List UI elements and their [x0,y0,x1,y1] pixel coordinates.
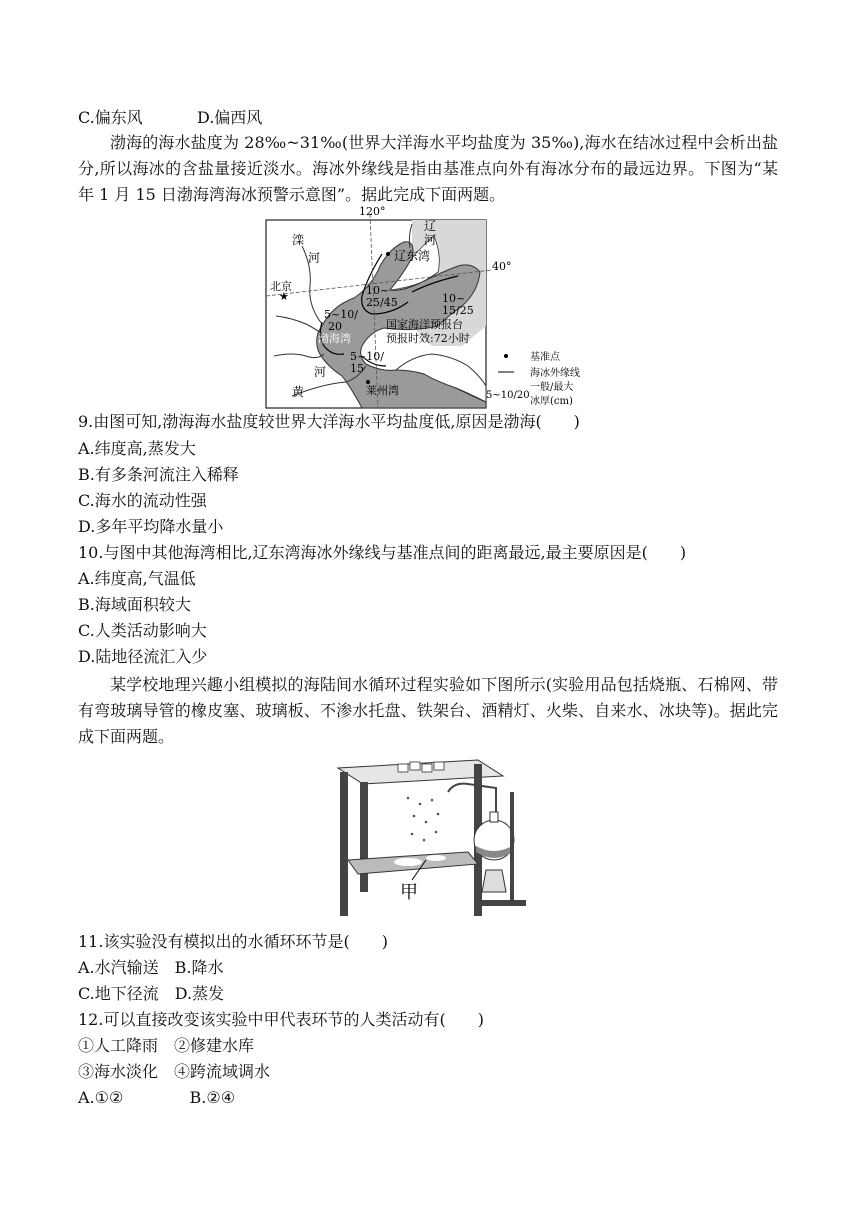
q10-option-d: D.陆地径流汇入少 [78,647,208,666]
q11-stem: 11.该实验没有模拟出的水循环环节是( ) [78,932,388,951]
intro-paragraph-experiment: 某学校地理兴趣小组模拟的海陆间水循环过程实验如下图所示(实验用品包括烧瓶、石棉网、带有弯玻璃导管的橡皮塞、玻璃板、不渗水托盘、铁架台、酒精灯、火柴、自来水、冰块等)。据此完成下面两题。 [78,675,778,746]
q10-stem: 10.与图中其他海湾相比,辽东湾海冰外缘线与基准点间的距离最远,最主要原因是( ) [78,543,687,562]
label-huang: 黄 [292,385,305,399]
ice-label-b1: 10~ [442,292,466,305]
lat-label: 40° [492,260,512,273]
experiment-diagram [328,752,528,918]
q9-stem: 9.由图可知,渤海海水盐度较世界大洋海水平均盐度低,原因是渤海( ) [78,412,580,431]
ice-label-a2: 25/45 [366,296,398,309]
q9-option-d: D.多年平均降水量小 [78,517,224,536]
svg-text:★: ★ [279,290,289,303]
q11-options-row2: C.地下径流 D.蒸发 [78,984,225,1003]
ice-label-d1: 5~10/ [350,350,384,363]
q10-option-a: A.纬度高,气温低 [78,569,196,588]
q9-option-c: C.海水的流动性强 [78,491,207,510]
ice-label-c1: 5~10/ [324,308,358,321]
label-laizhou-bay: 莱州湾 [366,384,399,397]
legend-thick-2: 冰厚(cm) [530,396,573,407]
q11-options-row1: A.水汽输送 B.降水 [78,958,224,977]
q12-items-row1: ①人工降雨 ②修建水库 [78,1036,255,1055]
q12-stem: 12.可以直接改变该实验中甲代表环节的人类活动有( ) [78,1010,484,1029]
ice-label-c2: 20 [328,320,342,333]
q12-option-a: A.①② [78,1088,124,1107]
forecast-line2: 预报时效:72小时 [386,332,470,345]
q10-option-b: B.海域面积较大 [78,595,191,614]
q8-options-row [78,108,262,128]
label-bohai-bay: 渤海湾 [318,332,351,345]
label-huang-he-river: 河 [314,365,327,379]
q12-option-b: B.②④ [189,1088,236,1107]
bohai-ice-map [262,206,602,410]
q10-option-c: C.人类活动影响大 [78,621,207,640]
label-luan: 滦 [292,233,305,247]
q9-option-b: B.有多条河流注入稀释 [78,465,239,484]
q12-items-row2: ③海水淡化 ④跨流域调水 [78,1062,271,1081]
legend-ice-line: 海冰外缘线 [530,368,580,379]
label-luan-he: 河 [308,251,321,265]
label-liao: 辽 [424,219,437,233]
q8-option-d: D.偏西风 [196,108,263,127]
legend-example: 5~10/20 [486,390,530,401]
q9-option-a: A.纬度高,蒸发大 [78,439,196,458]
label-beijing: 北京 [270,280,292,293]
legend-base-point: 基准点 [530,352,560,363]
legend-thick-1: 一般/最大 [530,382,574,393]
q8-option-c: C.偏东风 [78,108,143,127]
label-liao-he: 河 [424,233,437,247]
ice-label-a1: 10~ [366,284,390,297]
ice-label-b2: 15/25 [442,304,474,317]
forecast-line1: 国家海洋预报台 [386,318,463,331]
intro-paragraph-bohai: 渤海的海水盐度为 28‰~31‰(世界大洋海水平均盐度为 35‰),海水在结冰过程中会析出盐分,所以海冰的含盐量接近淡水。海冰外缘线是指由基准点向外有海冰分布的最远边界。下图为“某年 1 月 15 日渤海湾海冰预警示意图”。据此完成下面两题。 [78,133,778,204]
ice-label-d2: 15 [350,362,364,375]
label-jia: 甲 [400,882,418,903]
label-liaodong-bay: 辽东湾 [394,249,431,263]
q12-options-row [78,1088,235,1108]
map-legend [486,350,580,407]
lon-label: 120° [359,206,386,218]
